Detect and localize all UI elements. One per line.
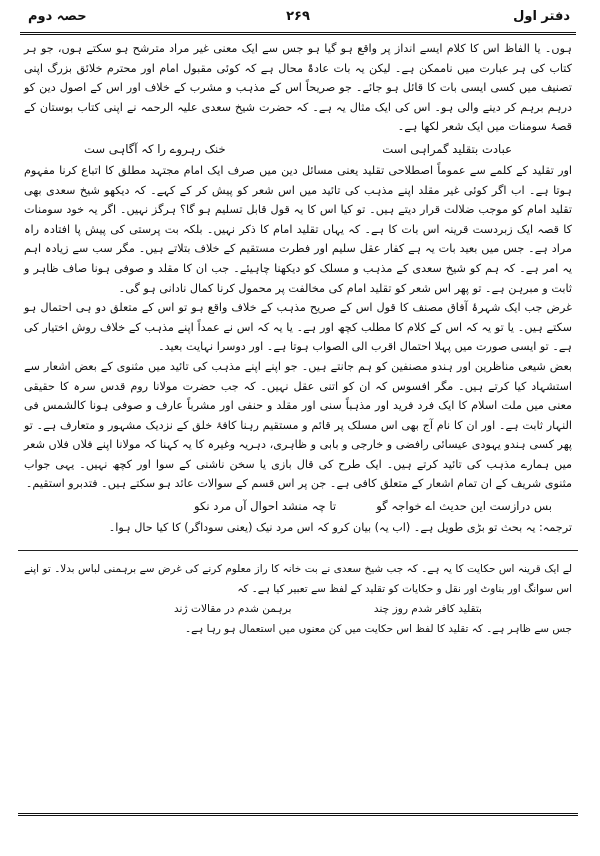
- footnote-rule: [18, 550, 578, 551]
- footnotes: [24, 559, 572, 639]
- paragraph: بعض شیعی مناظرین اور ہندو مصنفین کو ہم جانتے ہیں۔ جو اپنے اپنے مذہب کی تائید میں مثنوی کے بعض اشعار سے استشہاد کیا کرتے ہیں۔ مگر افسوس کہ ان کو اتنی عقل نہیں۔ کہ جب حضرت مولانا روم قدس سرہ کا حقیقی معنی میں ملت اسلام کا ایک فرد فرید اور مذہباً سنی اور مقلد و حنفی اور مشرباً عارف و صوفی ہونا کالشمس فی النہار ثابت ہے۔ اور ان کا نام آج بھی اس مسلک پر قائم و مستقیم رہنا کافۂ خلق کے نزدیک مشہور و متعارف ہے۔ تو پھر کسی ہندو یہودی عیسائی رافضی و خارجی و بابی و ظاہری، دہریہ وغیرہ کا یہ کہنا کہ مولانا اپنے فلاں فلاں شعر میں ہمارے مذہب کی تائید کرتے ہیں۔ ایک طرح کی قال بازی یا سخن ناشنی کے سوا اور کچھ نہیں۔ یہی جواب مثنوی شریف کے ان تمام اشعار کے متعلق کافی ہے۔ جن پر اس قسم کے سوالات عائد ہو سکتے ہیں۔ فتدبرو استقیم۔: [24, 359, 572, 491]
- verse-hemistich-left: خنک رہروے را کہ آگاہی ست: [84, 141, 226, 156]
- book-page: [0, 4, 600, 856]
- verse-couplet: [24, 139, 572, 159]
- paragraph: ہوں۔ یا الفاظ اس کا کلام ایسے انداز پر واقع ہو گیا ہو جس سے ایک معنی غیر مراد مترشح ہو سکتے ہوں، جو ہر کتاب کی ہر عبارت میں ناممکن ہے۔ لیکن یہ بات عادۃً محال ہے کہ کوئی مقبول امام اور محترم خلائق بزرگ اپنی تصنیف میں کسی ایسی بات کا قائل ہو جائے۔ جو صریحاً اس کے مذہب و مشرب کے خلاف اور اس کے اصول دین کو درہم برہم کر دینے والی ہو۔ اس کی ایک مثال یہ ہے۔ کہ حضرت شیخ سعدی علیہ الرحمہ نے اپنی کتاب بوستان کے قصۂ سومنات میں ایک شعر لکھا ہے۔: [24, 42, 572, 134]
- page-header: [24, 4, 572, 32]
- verse-hemistich-left: برہمن شدم در مقالات ژند: [174, 602, 292, 615]
- paragraph: غرض جب ایک شہرۂ آفاق مصنف کا قول اس کے صریح مذہب کے خلاف واقع ہو تو اس کے متعلق دو ہی احتمال ہو سکتے ہیں۔ یا تو یہ کہ اس کے کلام کا مطلب کچھ اور ہے۔ یا یہ کہ اس نے عمداً اپنے مذہب کے خلاف روش اختیار کی ہے۔ تو ایسی صورت میں پہلا احتمال اقرب الی الصواب ہوتا ہے۔ اور دوسرا نہایت بعید۔: [24, 301, 572, 354]
- footnote: لے ایک قرینہ اس حکایت کا یہ ہے۔ کہ جب شیخ سعدی نے بت خانہ کا راز معلوم کرنے کی غرض سے برہمنی لباس بدلا۔ تو اپنے اس سوانگ اور بناوٹ اور نقل و حکایات کو تقلید کے لفظ سے تعبیر کیا ہے۔ کہ: [24, 562, 572, 595]
- footnote-verse: [24, 599, 572, 619]
- main-text: [24, 39, 572, 137]
- section-title: حصہ دوم: [28, 9, 87, 24]
- paragraph: اور تقلید کے کلمے سے عموماً اصطلاحی تقلید یعنی مسائل دین میں صرف ایک امام مجتہد مطلق کا اتباع کرنا مفہوم ہوتا ہے۔ اب اگر کوئی غیر مقلد اپنے مذہب کی تائید میں اس شعر کو پیش کر کے کہے۔ کہ دیکھو شیخ سعدی بھی تقلید امام کو موجب ضلالت قرار دیتے ہیں۔ تو کیا اس کا یہ قول قابل تسلیم ہو گا؟ ہرگز نہیں۔ اگر یہ خود سومنات کا قصہ ایک زبردست قرینہ اس بات کا ہے۔ کہ یہاں تقلید امام کا ذکر نہیں۔ بلکہ بت پرستی کی پیش پا افتادہ راہ مراد ہے۔ جس میں بعید بات یہ ہے کفار عقل سلیم اور فطرت مستقیم کے خلاف بتلاتے ہیں۔ مگر سب سے زیادہ اہم یہ امر ہے۔ کہ ہم کو شیخ سعدی کے مذہب و مسلک کو دیکھنا چاہیئے۔ جب ان کا مقلد و صوفی ہونا صاف ظاہر و ثابت و مبرہن ہے۔ تو پھر اس شعر کو تقلید امام کی مخالفت پر محمول کرنا کمال نادانی ہو گی۔: [24, 163, 572, 295]
- header-rule: [20, 32, 576, 35]
- verse-hemistich-right: بتقلید کافر شدم روز چند: [373, 602, 482, 615]
- footnote: جس سے ظاہر ہے۔ کہ تقلید کا لفظ اس حکایت میں کن معنوں میں استعمال ہو رہا ہے۔: [185, 622, 572, 635]
- volume-title: دفتر اول: [513, 9, 570, 24]
- translation-block: [24, 518, 572, 538]
- bottom-rule: [18, 813, 578, 816]
- verse-hemistich-right: عبادت بتقلید گمراہی است: [382, 141, 512, 156]
- translation-text: ترجمہ: یہ بحث تو بڑی طویل ہے۔ (اب یہ) بیان کرو کہ اس مرد نیک (یعنی سوداگر) کا کیا حال ہوا۔: [108, 521, 572, 535]
- verse-hemistich-right: بس درازست این حدیث اے خواجہ گو: [376, 499, 552, 514]
- verse-couplet: [24, 496, 572, 516]
- verse-hemistich-left: تا چہ منشد احوال آں مرد نکو: [194, 499, 337, 514]
- main-text-continued: [24, 161, 572, 494]
- page-number: ۲۶۹: [286, 9, 310, 24]
